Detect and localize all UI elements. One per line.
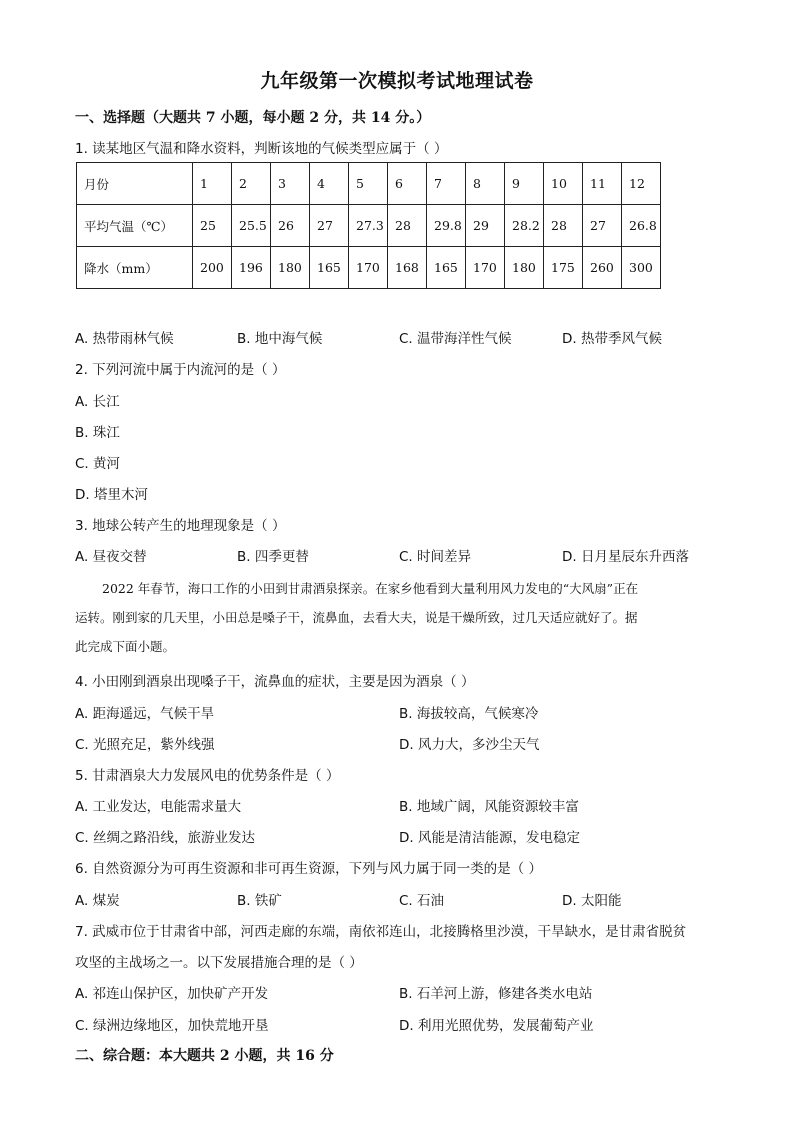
table-cell: 9 — [505, 163, 544, 205]
q6-option-c: C. 石油 — [399, 893, 445, 909]
q5-option-b: B. 地域广阔，风能资源较丰富 — [399, 799, 579, 815]
table-cell: 29.8 — [427, 205, 466, 247]
table-cell: 27 — [310, 205, 349, 247]
reading-passage-line-3: 此完成下面小题。 — [75, 639, 176, 654]
q1-option-d: D. 热带季风气候 — [562, 331, 662, 347]
reading-passage-line-2: 运转。刚到家的几天里，小田总是嗓子干，流鼻血，去看大夫，说是干燥所致，过几天适应就好了。据 — [75, 610, 638, 625]
table-cell: 175 — [544, 247, 583, 289]
table-row-header: 降水（mm） — [77, 247, 193, 289]
table-cell: 27.3 — [349, 205, 388, 247]
table-cell: 4 — [310, 163, 349, 205]
section-heading-comprehensive: 二、综合题：本大题共 2 小题，共 16 分 — [75, 1048, 334, 1064]
q6-option-a: A. 煤炭 — [75, 893, 120, 909]
q7-option-d: D. 利用光照优势，发展葡萄产业 — [399, 1018, 594, 1034]
table-cell: 25 — [193, 205, 232, 247]
table-cell: 300 — [622, 247, 661, 289]
table-cell: 260 — [583, 247, 622, 289]
table-cell: 28 — [388, 205, 427, 247]
table-cell: 6 — [388, 163, 427, 205]
table-cell: 28.2 — [505, 205, 544, 247]
table-row-header: 月份 — [77, 163, 193, 205]
question-4-stem: 4. 小田刚到酒泉出现嗓子干，流鼻血的症状，主要是因为酒泉（ ） — [75, 674, 475, 690]
table-cell: 7 — [427, 163, 466, 205]
question-7-stem-line-1: 7. 武威市位于甘肃省中部，河西走廊的东端，南依祁连山，北接腾格里沙漠，干旱缺水，是甘肃省脱贫 — [75, 924, 687, 940]
q1-option-c: C. 温带海洋性气候 — [399, 331, 512, 347]
table-cell: 170 — [466, 247, 505, 289]
table-cell: 165 — [427, 247, 466, 289]
question-2-stem: 2. 下列河流中属于内流河的是（ ） — [75, 362, 286, 378]
q3-option-d: D. 日月星辰东升西落 — [562, 549, 689, 565]
q2-option-c: C. 黄河 — [75, 456, 121, 472]
table-cell: 26 — [271, 205, 310, 247]
table-cell: 2 — [232, 163, 271, 205]
page-title: 九年级第一次模拟考试地理试卷 — [260, 70, 534, 92]
q2-option-d: D. 塔里木河 — [75, 487, 148, 503]
question-7-stem-line-2: 攻坚的主战场之一。以下发展措施合理的是（ ） — [75, 955, 363, 971]
table-cell: 180 — [505, 247, 544, 289]
q1-option-a: A. 热带雨林气候 — [75, 331, 174, 347]
table-cell: 165 — [310, 247, 349, 289]
q3-option-b: B. 四季更替 — [237, 549, 309, 565]
q7-option-b: B. 石羊河上游，修建各类水电站 — [399, 986, 593, 1002]
q7-option-c: C. 绿洲边缘地区，加快荒地开垦 — [75, 1018, 269, 1034]
table-cell: 170 — [349, 247, 388, 289]
table-cell: 27 — [583, 205, 622, 247]
q4-option-b: B. 海拔较高，气候寒冷 — [399, 706, 539, 722]
table-row — [77, 247, 661, 289]
q6-option-d: D. 太阳能 — [562, 893, 622, 909]
q5-option-d: D. 风能是清洁能源，发电稳定 — [399, 830, 580, 846]
question-6-stem: 6. 自然资源分为可再生资源和非可再生资源，下列与风力属于同一类的是（ ） — [75, 861, 542, 877]
climate-data-table — [76, 162, 661, 289]
q7-option-a: A. 祁连山保护区，加快矿产开发 — [75, 986, 269, 1002]
table-cell: 5 — [349, 163, 388, 205]
table-cell: 8 — [466, 163, 505, 205]
table-row — [77, 205, 661, 247]
q2-option-a: A. 长江 — [75, 394, 120, 410]
table-row-header: 平均气温（℃） — [77, 205, 193, 247]
table-cell: 26.8 — [622, 205, 661, 247]
q5-option-c: C. 丝绸之路沿线，旅游业发达 — [75, 830, 256, 846]
q5-option-a: A. 工业发达，电能需求量大 — [75, 799, 242, 815]
table-cell: 180 — [271, 247, 310, 289]
table-cell: 168 — [388, 247, 427, 289]
table-cell: 10 — [544, 163, 583, 205]
table-cell: 12 — [622, 163, 661, 205]
q4-option-c: C. 光照充足，紫外线强 — [75, 737, 215, 753]
table-cell: 29 — [466, 205, 505, 247]
q4-option-d: D. 风力大，多沙尘天气 — [399, 737, 540, 753]
q4-option-a: A. 距海遥远，气候干旱 — [75, 706, 215, 722]
reading-passage-line-1: 2022 年春节，海口工作的小田到甘肃酒泉探亲。在家乡他看到大量利用风力发电的“大风扇”正在 — [102, 581, 639, 596]
table-cell: 1 — [193, 163, 232, 205]
table-cell: 3 — [271, 163, 310, 205]
table-row — [77, 163, 661, 205]
question-5-stem: 5. 甘肃酒泉大力发展风电的优势条件是（ ） — [75, 768, 340, 784]
section-heading-choice: 一、选择题（大题共 7 小题，每小题 2 分，共 14 分。） — [75, 110, 431, 126]
table-cell: 28 — [544, 205, 583, 247]
q3-option-c: C. 时间差异 — [399, 549, 472, 565]
table-cell: 11 — [583, 163, 622, 205]
table-cell: 25.5 — [232, 205, 271, 247]
q1-option-b: B. 地中海气候 — [237, 331, 323, 347]
table-cell: 200 — [193, 247, 232, 289]
q2-option-b: B. 珠江 — [75, 425, 120, 441]
question-1-stem: 1. 读某地区气温和降水资料，判断该地的气候类型应属于（ ） — [75, 141, 448, 157]
question-3-stem: 3. 地球公转产生的地理现象是（ ） — [75, 518, 286, 534]
q3-option-a: A. 昼夜交替 — [75, 549, 147, 565]
q6-option-b: B. 铁矿 — [237, 893, 282, 909]
table-cell: 196 — [232, 247, 271, 289]
